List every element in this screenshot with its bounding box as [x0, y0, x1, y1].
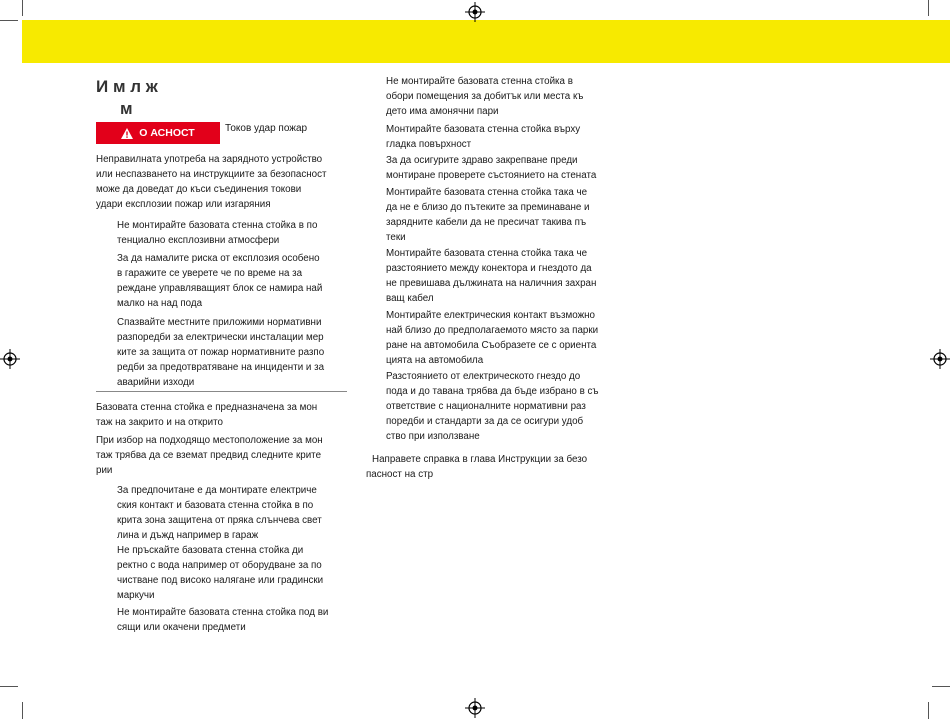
text-line: пода и до тавана трябва да бъде избрано в съ [386, 386, 599, 398]
text-line: гладка повърхност [386, 139, 472, 151]
text-line: разпоредби за електрически инсталации мер [117, 332, 324, 344]
text-line: сящи или окачени предмети [117, 622, 246, 634]
warning-divider [96, 391, 347, 392]
list-item [386, 74, 583, 119]
text-line: удари експлозии пожар или изгаряния [96, 199, 271, 211]
text-line: таж трябва да се вземат предвид следните крите [96, 450, 322, 462]
text-line: може да доведат до къси съединения токови [96, 184, 302, 196]
text-line: монтиране проверете състоянието на стената [386, 170, 597, 182]
text-line: в гаражите се уверете че по време на за [117, 268, 303, 280]
section-title [96, 76, 346, 120]
text-line: За да намалите риска от експлозия особено [117, 253, 320, 264]
text-line: маркучи [117, 590, 155, 602]
text-line: ответствие с националните нормативни раз [386, 401, 586, 413]
text-line: таж на закрито и на открито [96, 417, 223, 429]
text-line: Неправилната употреба на зарядното устройство [96, 154, 323, 165]
text-line: аварийни изходи [117, 377, 195, 389]
text-line: разстоянието между конектора и гнездото да [386, 263, 592, 275]
text-line: рии [96, 465, 113, 477]
text-line: дето има амонячни пари [386, 106, 499, 118]
registration-mark-icon [465, 698, 485, 718]
text-line: Монтирайте електрическия контакт възможно [386, 310, 596, 321]
text-line: чистване под високо налягане или градински [117, 575, 324, 587]
paragraph [96, 433, 323, 478]
list-item [386, 246, 596, 306]
list-item [117, 483, 322, 543]
warning-intro [96, 152, 327, 212]
text-line: Направете справка в глава Инструкции за безо [372, 454, 588, 465]
danger-badge-label: О АСНОСТ [139, 127, 195, 139]
list-item [386, 185, 590, 245]
warning-title: Токов удар пожар [225, 123, 308, 134]
text-line: малко на над пода [117, 298, 203, 310]
warning-bullet [117, 218, 317, 248]
paragraph [96, 400, 317, 430]
text-line: Не монтирайте базовата стенна стойка в [386, 76, 573, 87]
crop-mark [22, 702, 23, 719]
crop-mark [22, 0, 23, 16]
text-line: цията на автомобила [386, 355, 484, 367]
crop-mark [928, 702, 929, 719]
text-line: Не монтирайте базовата стенна стойка под ви [117, 607, 329, 618]
text-line: Разстоянието от електрическото гнездо до [386, 371, 581, 382]
section-title-line1: И м л ж [96, 77, 158, 96]
text-line: Базовата стенна стойка е предназначена за мон [96, 402, 318, 413]
text-line: крита зона защитена от пряка слънчева свет [117, 515, 322, 527]
list-item [117, 605, 328, 635]
text-line: Не монтирайте базовата стенна стойка в по [117, 220, 318, 231]
text-line: За да осигурите здраво закрепване преди [386, 155, 578, 166]
cross-reference [366, 452, 587, 482]
list-item [386, 308, 598, 368]
section-title-line2: м [120, 99, 133, 118]
text-line: поредби и стандарти за да се осигури удоб [386, 416, 584, 428]
text-line: ство при използване [386, 431, 480, 443]
text-line: ките за защита от пожар нормативните разпо [117, 347, 325, 359]
text-line: ващ кабел [386, 293, 434, 305]
text-line: или неспазването на инструкциите за безопасност [96, 169, 327, 181]
text-line: да не е близо до пътеките за преминаване и [386, 202, 590, 214]
list-item [386, 153, 596, 183]
danger-badge [96, 122, 220, 144]
registration-mark-icon [930, 349, 950, 369]
warning-triangle-icon [121, 128, 133, 139]
text-line: тенциално експлозивни атмосфери [117, 235, 280, 247]
text-line: обори помещения за добитък или места къ [386, 91, 584, 103]
text-line: лина и дъжд например в гараж [117, 530, 259, 542]
list-item [117, 543, 323, 603]
header-band [22, 20, 950, 63]
text-line: пасност на стр [366, 469, 434, 481]
text-line: теки [386, 232, 406, 244]
text-line: реждане управляващият блок се намира най [117, 283, 323, 295]
text-line: Монтирайте базовата стенна стойка така че [386, 187, 588, 198]
warning-bullet [117, 315, 324, 390]
text-line: ския контакт и базовата стенна стойка в по [117, 500, 314, 512]
text-line: най близо до предполагаемото място за парки [386, 325, 599, 337]
warning-bullet [117, 251, 322, 311]
registration-mark-icon [0, 349, 20, 369]
text-line: не превишава дължината на наличния захран [386, 278, 597, 290]
text-line: Спазвайте местните приложими нормативни [117, 317, 322, 328]
crop-mark [932, 686, 950, 687]
text-line: ректно с вода например от оборудване за по [117, 560, 322, 572]
text-line: зарядните кабели да не пресичат такива пъ [386, 217, 587, 229]
text-line: Монтирайте базовата стенна стойка върху [386, 124, 581, 135]
text-line: редби за предотвратяване на инциденти и за [117, 362, 325, 374]
text-line: При избор на подходящо местоположение за мон [96, 435, 323, 446]
crop-mark [0, 686, 18, 687]
text-line: Не пръскайте базовата стенна стойка ди [117, 545, 304, 556]
text-line: ране на автомобила Съобразете се с ориента [386, 340, 597, 352]
list-item [386, 369, 599, 444]
text-line: За предпочитане е да монтирате електриче [117, 485, 317, 496]
crop-mark [0, 20, 18, 21]
text-line: Монтирайте базовата стенна стойка така че [386, 248, 588, 259]
crop-mark [928, 0, 929, 16]
registration-mark-icon [465, 2, 485, 22]
list-item [386, 122, 580, 152]
